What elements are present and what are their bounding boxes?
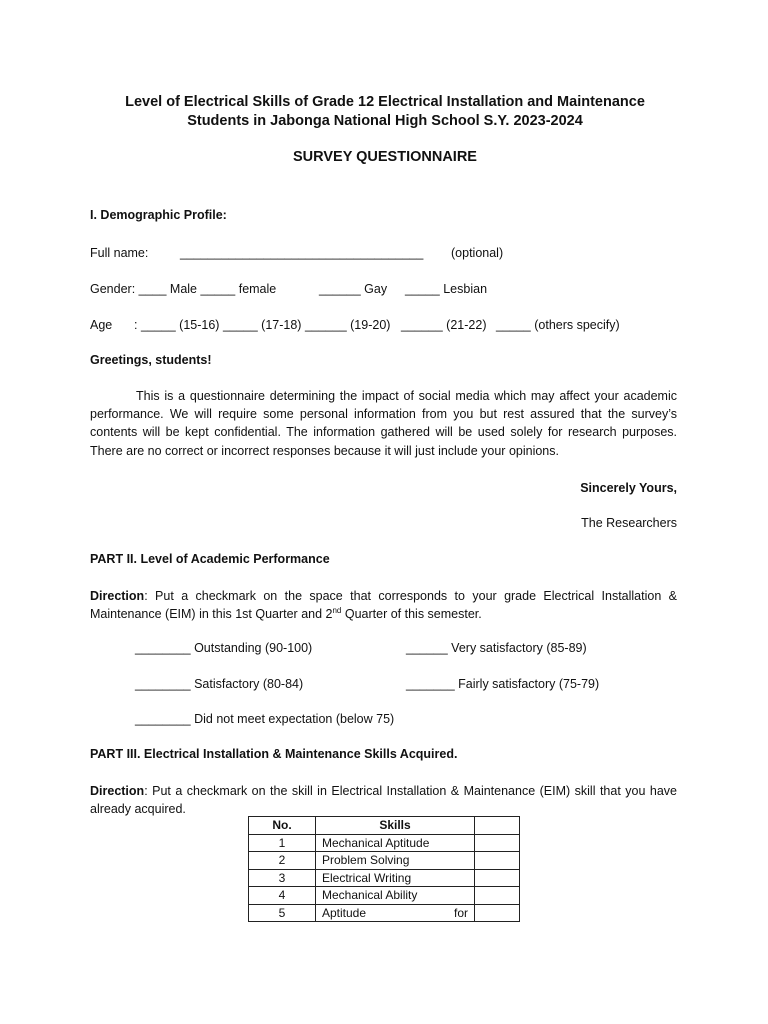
table-row [249,834,520,852]
row-checkbox[interactable] [475,852,520,870]
row-skill: Problem Solving [316,852,475,870]
part2-direction-text-a: : Put a checkmark on the space that corresponds to your grade Electrical Installation & Maintenance (EIM) in this 1st Quarter and 2 [90,589,677,622]
header-skills: Skills [316,817,475,835]
part2-direction-label: Direction [90,589,145,603]
table-row [249,887,520,905]
option-fairly-satisfactory[interactable]: _______ Fairly satisfactory (75-79) [406,677,600,691]
survey-subtitle: SURVEY QUESTIONNAIRE [293,149,477,165]
table-row [249,869,520,887]
row-checkbox[interactable] [475,869,520,887]
title-line-1: Level of Electrical Skills of Grade 12 Electrical Installation and Maintenance [125,94,645,110]
part3-direction [90,782,677,818]
age-options[interactable]: : _____ (15-16) _____ (17-18) ______ (19-20) [134,318,391,332]
age-option-21-22[interactable]: ______ (21-22) [401,318,487,332]
greeting: Greetings, students! [90,353,212,367]
part2-direction-sup: nd [332,606,342,616]
fullname-optional: (optional) [451,246,504,260]
part3-direction-text: : Put a checkmark on the skill in Electrical Installation & Maintenance (EIM) skill that you have already acquired. [90,784,677,817]
row-skill-justified [322,905,468,921]
row-skill-word: Aptitude [322,905,367,920]
age-label: Age [90,318,113,332]
row-no: 4 [249,887,316,905]
gender-gay[interactable]: ______ Gay [319,282,388,296]
part2-direction-text-b: Quarter of this semester. [341,607,482,622]
option-very-satisfactory[interactable]: ______ Very satisfactory (85-89) [406,641,587,655]
row-skill-tail: for [453,905,468,920]
row-no: 5 [249,904,316,922]
part2-direction [90,587,677,623]
row-skill: Electrical Writing [316,869,475,887]
row-no: 1 [249,834,316,852]
row-no: 2 [249,852,316,870]
row-checkbox[interactable] [475,834,520,852]
document-title [60,93,710,131]
row-checkbox[interactable] [475,904,520,922]
gender-lesbian[interactable]: _____ Lesbian [405,282,488,296]
option-satisfactory[interactable]: ________ Satisfactory (80-84) [135,677,304,691]
age-option-other[interactable]: _____ (others specify) [496,318,620,332]
part2-heading: PART II. Level of Academic Performance [90,552,330,566]
closing: Sincerely Yours, [580,481,677,495]
row-no: 3 [249,869,316,887]
signature: The Researchers [581,516,677,530]
gender-line[interactable]: Gender: ____ Male _____ female [90,282,277,296]
row-skill: Mechanical Aptitude [316,834,475,852]
fullname-label: Full name: [90,246,149,260]
row-skill [316,904,475,922]
demographic-heading: I. Demographic Profile: [90,208,227,222]
skills-table-header [249,817,520,835]
header-check [475,817,520,835]
option-outstanding[interactable]: ________ Outstanding (90-100) [135,641,313,655]
table-row [249,904,520,922]
option-did-not-meet[interactable]: ________ Did not meet expectation (below 75) [135,712,395,726]
row-skill: Mechanical Ability [316,887,475,905]
part3-heading: PART III. Electrical Installation & Maintenance Skills Acquired. [90,747,458,761]
table-row [249,852,520,870]
row-checkbox[interactable] [475,887,520,905]
skills-table [248,816,520,922]
header-no: No. [249,817,316,835]
intro-paragraph: This is a questionnaire determining the impact of social media which may affect your academic performance. We will require some personal information from you but rest assured that the survey’s contents will be kept confidential. The information gathered will be used solely for research purposes. There are no correct or incorrect responses because it will just include your opinions. [90,389,677,458]
fullname-blank[interactable]: ___________________________________ [180,246,424,260]
part3-direction-label: Direction [90,784,145,798]
title-line-2: Students in Jabonga National High School S.Y. 2023-2024 [187,113,583,129]
